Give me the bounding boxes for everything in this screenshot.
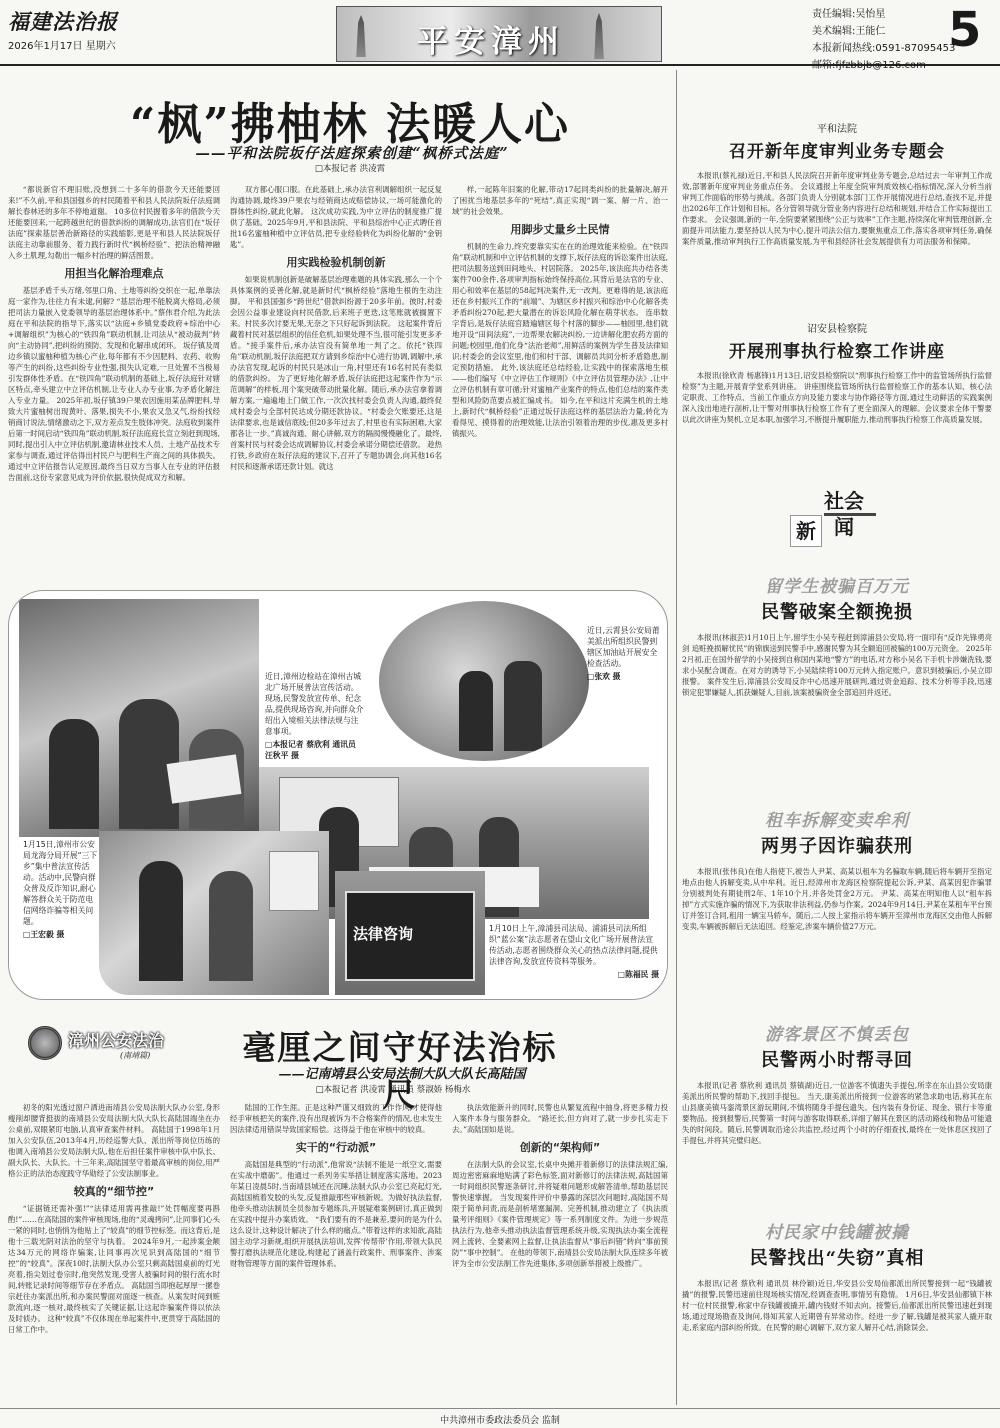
editor: 责任编辑:吴怡星 [812, 9, 886, 20]
main-lead: “都说新官不理旧账,没想到二十多年的借款今天还能要回来!”不久前,平和县国强乡的村民随着平和县人民法院坂仔法庭调解长春林还的多年不停地道谢。 10多位村民握着多年的借款今天还能要回来,一起跨越世纪的借款纠纷的调解成功,法官们在“坂仔法庭”探索基层善治新路径的实践缩影,更是平和县人民法院坂仔法庭主动靠前服务、着力践行新时代“枫桥经验”、把法治精神融入乡土肌理,勾勒出一幅乡村治理的鲜活图景。 [8, 185, 220, 260]
photo-border-inspection [19, 599, 259, 837]
brief-zhaoan-procuratorate [682, 320, 992, 504]
main-subhead-3: 用脚步丈量乡土民情 [510, 223, 610, 236]
news-3-kicker: 游客景区不慎丢包 [765, 1025, 909, 1045]
social-news-label-a: 社会 [824, 489, 864, 513]
brief-1-title: 召开新年度审判业务专题会 [729, 142, 945, 162]
newspaper-brand: 福建法治报 [8, 9, 118, 34]
caption-4: 1月10日上午,漳浦县司法局、浦浦县司法所组织“蓝公案”法志愿者在望山文化广场开展普法宣传活动,志愿者围绕群众关心的热点法律问题,提供法律咨询,发放宣传资料等服务。 □陈福民 摄 [489, 924, 659, 979]
photo-anti-fraud [99, 831, 329, 995]
feature-body-3: 在法制大队的会议室,长桌中央摊开着新修订的法律法规汇编,周边密密麻麻地贴满了彩色标签,面对新修订的法律法规,高陆国第一时间组织民警逐条研讨,并将疑难问题形成解答清单,帮助基层民警快速掌握。 当发现案件评价中暴露的深层次问题时,高陆国不局限于简单问责,而是剖析堵塞漏洞、完善机制,推动建立了《执法质量考评细则》《案件管理规定》等一系列制度文件。为进一步规范执法行为,他牵头推动执法监督管理系统升级,实现执法办案全流程网上流转、全要素网上监督,让执法监督从“事后纠错”转向“事前预防”“事中控制”。 在他的带领下,南靖县公安局法制大队连续多年被评为全市公安法制工作先进集体,多项创新举措被上级推广。 [452, 1160, 668, 1268]
news-student-fraud [682, 572, 992, 774]
issue-date: 2026年1月17日 星期六 [8, 41, 116, 52]
main-column-1 [8, 184, 220, 580]
police-law-column-logo [20, 1020, 210, 1070]
social-news-label [790, 485, 882, 555]
news-money-jar [682, 1218, 992, 1406]
col3-body: 机制的生命力,终究要靠实实在在的治理效能来检验。在“铁四角”联动机制和中立评估机制的支撑下,坂仔法庭的诉讼案件出法庭,把司法服务送到田间地头、村居院落。 2025年,该法庭共办结各类案件700余件,各项审判指标始终保持高位,其背后是法官的专业、用心和效率在基层的58起判决案件,无一改判。更难得的是,该法庭还在乡村振兴工作的“前端”、为辖区乡村振兴和综治中心化解各类矛盾纠纷270起,把大量潜在的诉讼风险化解在萌芽状态。 连串数字背后,是坂仔法庭官踏遍辖区每个村落的脚步——柚园里,他们就地开设“田间法庭”,一边帮果农解决纠纷,一边讲解化肥农药方面的问题;校园里,他们化身“法治老师”,用鲜活的案例为学生普及法律知识;村委会的会议室里,他们和村干部、调解员共同分析矛盾隐患,制定预防措施。 此外,该法庭还总结经验,让实践中的探索落地生根——他们编写《中立评估工作规则》《中立评估员管理办法》,让中立评估机制有章可循;针对蜜柚产业案件的特点,他们总结的案件类型和风险防范要点被汇编成书。 如今,在平和这片充满生机的土地上,新时代“枫桥经验”正通过坂仔法庭这样的基层法治力量,转化为看得见、摸得着的治理效能,让法治引领着治理的步伐,惠及更多村镇振兴。 [452, 242, 668, 438]
brief-2-title: 开展刑事执行检察工作讲座 [729, 342, 945, 362]
photo-legal-consultation [335, 871, 485, 995]
feature-byline: □本报记者 洪凌霄 通讯员 蔡淑娇 杨梅水 [315, 1085, 471, 1095]
feature-col2-lead: 陆国的工作生涯。正是这种严谨又细致的工作作风,才使得他经手审核把关的案件,没有出现被诉为不合格案件的情况,也未发生因法律适用错误导致国家赔偿。这得益于他在审核中的较真。 [230, 1103, 442, 1134]
main-byline: □本报记者 洪凌霄 [314, 164, 386, 174]
column-logo-text: 漳州公安法治 [68, 1031, 165, 1050]
news-2-kicker: 租车拆解变卖牟利 [765, 811, 909, 831]
brief-1-kicker: 平和法院 [817, 124, 857, 135]
main-subhead-1: 用担当化解治理难点 [64, 267, 164, 280]
caption-2-credit: □张欢 摄 [587, 672, 621, 681]
social-news-label-c: 闻 [834, 515, 854, 539]
feature-subhead-3: 创新的“架构师” [519, 1141, 601, 1154]
brief-2-body: 本报讯(徐欣青 杨惠锋)1月13日,诏安县检察院以“刑事执行检察工作中的监管场所执行监督检察”为主题,开展青学堂系列讲座。 讲座围绕监管场所执行监督检察工作的基本认知、核心法定职责、工作特点、当前工作重点方向及能力要求与协作路径等方面,通过生动鲜活的实践案例深入浅出地进行剖析,让干警对刑事执行检察工作有了更全面深入的理解。会议要求全体干警要以此次讲座为契机,立足本职,加强学习,不断提升履职能力,推动刑事执行检察工作高质量发展。 [682, 371, 992, 424]
editor-info [812, 6, 955, 74]
caption-2: 近日,云霄县公安局莆美派出所组织民警到辖区加油站开展安全检查活动。 □张欢 摄 [587, 625, 663, 682]
email: 邮箱:fjfzbbjb@126.com [812, 60, 926, 71]
masthead [0, 0, 1000, 71]
main-column-2 [230, 184, 442, 580]
social-news-label-b: 新 [790, 515, 822, 547]
news-car-rental-fraud [682, 806, 992, 1002]
feature-subhead-2: 实干的“行动派” [295, 1141, 377, 1154]
news-1-body: 本报讯(林淑芸)1月10日上午,留学生小吴专程赶到漳浦县公安局,将一面印有“反诈先锋勇亮剑 追赃挽损解忧民”的锦旗送到民警手中,感谢民警为其全额追回被骗的100万元资金。 2025年2月初,正在国外留学的小吴接到自称国内某地“警方”的电话,对方称小吴名下手机卡涉嫌洗钱,要求小吴配合调查。在对方的诱导下,小吴陆续将100万元转入指定账户。意识到被骗后,小吴立即报警。 案件发生后,漳浦县公安局反诈中心迅速开展研判,通过资金追踪、技术分析等手段,迅速锁定犯罪嫌疑人,抓获嫌疑人,目前,该案被骗资金全部追回并返还。 [682, 633, 992, 697]
col3-lead: 样,一起陈年旧案的化解,带动17起同类纠纷的批量解决,解开了困扰当地基层多年的“死结”,真正实现“调一案、解一片、治一域”的社会效果。 [452, 185, 668, 216]
caption-1-credit: □本报记者 蔡欣利 通讯员 汪秋平 摄 [265, 740, 356, 760]
feature-body-2: 高陆国是典型的“行动派”,他常说“法制不能是一纸空文,需要在实战中磨砺”。他通过一系列务实举措让制度落实落地。2023年某日凌晨5时,当南靖县城还在沉睡,法制大队办公室已亮起灯光,高陆国梳着发胶的头发,反复推敲那些审核新规。为做好执法监督,他牵头推动法制员全员参加专题练兵,开展疑难案例研讨,真正做到在实践中提升办案质效。 “我们要有的不是兼差,要问的是为什么这么设计,这种设计解决了什么样的痛点。”带着这样的求知欲,高陆国主动学习新规,组织开展执法培训,发挥‘传帮带’作用,带领大队民警打磨执法规范化建设,构建起了涵盖行政案件、刑事案件、涉案财物管理等方面的案件管理体系。 [230, 1160, 442, 1268]
feature-subhead-1: 较真的“细节控” [73, 1185, 155, 1198]
section-banner [336, 6, 662, 62]
news-3-body: 本报讯(记者 蔡欣利 通讯员 蔡镇湖)近日,一位游客不慎遗失手提包,所幸在东山县公安局康美派出所民警的帮助下,找回手提包。 当天,康美派出所接到一位游客的紧急求助电话,称其在东山县康美镇马銮湾景区游玩期间,不慎将随身手提包遗失。包内装有身份证、现金、银行卡等重要物品。接到报警后,民警第一时间与游客取得联系,详细了解其在景区的活动路线和物品可能遗失的时间段。随后,民警调取沿途公共监控,经过两个小时的仔细查找,最终在一处休息区找回了手提包,并将其完璧归赵。 [682, 1081, 992, 1145]
feature-lead: 初冬的阳光透过窗户洒进南靖县公安局法制大队办公室,身形瘦削却腰背挺拔的南靖县公安局法制大队大队长高陆国端坐在办公桌前,双眼紧盯电脑,认真审查案件材料。 高陆国于1998年1月加入公安队伍,2013年4月,历经巡警大队、派出所等岗位历练的他调入南靖县公安局法制大队,他在后担任案件审核中队中队长、副大队长、大队长。十三年来,高陆国坚守着最高审核的岗位,用严格公正的法治态度践守华勋经了公安法制事业。 [8, 1103, 220, 1178]
news-1-title: 民警破案全额挽损 [761, 602, 913, 623]
pagoda-icon [587, 13, 611, 59]
page-footer: 中共漳州市委政法委员会 监制 [0, 1408, 1000, 1426]
main-subheadline: ——平和法院坂仔法庭探索创建“枫桥式法庭” [195, 145, 509, 162]
feature-subheadline: ——记南靖县公安局法制大队大队长高陆国 [278, 1067, 526, 1082]
news-4-body: 本报讯(记者 蔡欣利 通讯员 林伶颖)近日,华安县公安局仙都派出所民警接到一起“钱罐被撬”的报警,民警迅速前往现场核实情况,经调查查明,事情另有隐情。 1月6日,华安县仙都镇下林村一位村民报警,称家中存钱罐被撬开,罐内钱财不知去向。接警后,仙都派出所民警迅速赶到现场,通过现场勘查及询问,得知其家人近期曾有异常动作。经进一步了解,钱罐是被其家人撬开取走,系家庭内部纠纷所致。在民警的耐心调解下,双方家人解开心结,消除误会。 [682, 1279, 992, 1332]
caption-1: 近日,漳州边检站在漳州古城北广场开展普法宣传活动。现场,民警发放宣传单、纪念品,提供现场咨询,并向群众介绍出入境相关法律法规与注意事项。 □本报记者 蔡欣利 通讯员 汪秋平 摄 [265, 672, 364, 760]
news-3-title: 民警两小时帮寻回 [761, 1050, 913, 1071]
feature-body-1: “证据链还需补强!”“法律适用需再推敲!”处罚幅度要再斟酌!”……在高陆国的案件审核现场,他的“灵魂拷问”,让同事们心头一紧的同时,也悄悄为他贴上了“较真”的细节控标签。而这背后,是他十三载光阴对法治的坚守与执着。 2024年9月,一起涉案金额达34万元的网络诈骗案,让同事再次见识到高陆国的“细节控”的“较真”。深夜10时,法制大队办公室只剩高陆国桌前的灯光亮着,指尖划过卷宗时,他突然发现,受害人被骗时间的银行流水时间,转账记录时间等细节存在矛盾点。 高陆国当即抱起厚厚一摞卷宗赶往办案派出所,和办案民警面对面逐一核查。从案发时间到赃款流向,逐一核对,最终核实了关键证据,让这起诈骗案件得以依法及时侦办。 这种“较真”不仅体现在单起案件中,更贯穿于高陆国的日常工作中。 [8, 1204, 220, 1334]
news-2-title: 两男子因诈骗获刑 [761, 836, 913, 857]
main-column-3 [452, 184, 668, 580]
caption-3: 1月15日,漳州市公安局龙海分局开展“三下乡”集中普法宣传活动。活动中,民警向群众普及反诈知识,耐心解答群众关于防范电信网络诈骗等相关问题。 □王宏毅 摄 [23, 840, 98, 939]
news-4-kicker: 村民家中钱罐被撬 [765, 1223, 909, 1243]
main-subhead-2: 用实践检验机制创新 [286, 256, 386, 269]
main-body-1: 基层矛盾千头万绪,邻里口角、土地等纠纷交织在一起,单靠法庭一家作为,往往力有未逮,何解? “基层治理不能脱离大格局,必须把司法力量嵌入党委领导的基层治理体系中。”蔡伟君介绍,为此法庭在平和法院的指导下,落实以“法庭+乡镇党委政府+综治中心+调解组织”为核心的“铁四角”联动机制,让司法从“被动裁判”转向“主动协同”,把纠纷的预防、发现和化解串成闭环。 坂仔镇及周边乡镇以蜜柚种植为核心产业,每年都有不少因肥料、农药、收购等产生的纠纷,这些纠纷专业性强,损失认定难,一旦处置不当极易引发群体性矛盾。在“铁四角”联动机制的基础上,坂仔法庭针对辖区特点,牵头建立中立评估机制,让专业人办专业事,为矛盾化解注入专业力量。 2025年初,坂仔镇39户果农因施用某品牌肥料,导致大片蜜柚树出现黄叶、落果,损失不小,果农又急又气,纷纷找经销商讨说法,情绪激动之下,双方差点发生肢体冲突。法庭收到案件后第一时间启动“铁四角”联动机制,坂仔法庭庭长宣立刻赶到现场,同时,提出引入中立评估机制,邀请林业技术人员、土地产品技术专家参与调查,通过评估得出村民户与肥料生产商之间的具体损失。通过中立评估报告认定原因,最终当日双方当事人在专业的评估报告面前,这份专家意见成为评价依据,很快促成双方和解。 [8, 286, 220, 482]
news-hotline: 本报新闻热线:0591-87095453 [812, 43, 956, 54]
news-lost-bag [682, 1020, 992, 1200]
feature-col3-lead: 执法效能新升的同时,民警也从繁复流程中抽身,将更多精力投入案件本身与服务群众。 “路还长,但方向对了,就一步步扎实走下去。”高陆国如是说。 [452, 1103, 668, 1134]
col2-body: 如果说机制创新是破解基层治理难题的具体实践,那么一个个具体案例的妥善化解,就是新时代“枫桥经验”落地生根的生动注脚。 平和县国强乡“跨世纪”借款纠纷源于20多年前。彼时,村委会因公益事业建设向村民借款,后来班子更迭,这笔账就被搁置下来。村民多次讨要无果,无奈之下只好起诉到法院。 这起案件背后藏着村民对基层组织的信任危机,如果处理不当,很可能引发更多矛盾。“接手案件后,承办法官没有简单地一判了之。依托“铁四角”联动机制,坂仔法庭把双方请到乡综治中心进行协调,调解中,承办法官发现,起诉的村民只是冰山一角,村里还有16名村民有类似的借款纠纷。 为了更好地化解矛盾,坂仔法庭把这起案件作为“示范调解”的样板,用个案突破带动批量化解。随后,承办法官拿着调解方案,一遍遍地上门做工作,一次次找村委会负责人沟通,最终促成村委会与全部村民达成分期还款协议。“村委会欠账要还,这是法律要求,也是诚信底线;但20多年过去了,村里也有实际困难,大家都各让一步。”真诚沟通、耐心讲解,双方的隔阂慢慢融化了。最终,首案村民与村委会达成调解协议,村委会承诺分期偿还借款。 趁热打铁,乡政府在坂仔法庭的建议下,召开了专题协调会,向其他16名村民和逐渐承诺还款计划。就这 [230, 275, 442, 471]
news-2-body: 本报讯(张伟良)在他人指使下,被告人尹某、高某以租车为名骗取车辆,随后将车辆开至指定地点由他人拆解变卖,从中牟利。近日,经漳州市龙海区检察院提起公诉,尹某、高某因犯诈骗罪分别被判处有期徒刑2年、1年10个月,并各处罚金2万元。 尹某、高某在明知他人以“租车拆掉”方式实施诈骗的情况下,为获取非法利益,仍参与作案。2024年9月14日,尹某在某租车平台预订并签订合同,租用一辆宝马轿车。随后,二人按上家指示将车辆开至漳州市龙海区交由他人拆解变卖,车辆被拆解后无法追回。经鉴定,涉案车辆价值27万元。 [682, 867, 992, 931]
feature-headline: 毫厘之间守好法治标尺 [242, 1028, 558, 1114]
news-4-title: 民警找出“失窃”真相 [749, 1248, 925, 1269]
photo-board [8, 590, 668, 1000]
main-headline: “枫”拂柚林 法暖人心 [130, 99, 570, 150]
poster-text: 法律咨询 [353, 925, 414, 943]
col2-lead: 双方都心服口服。在此基础上,承办法官利调解组织一起反复沟通协调,最终39户果农与经销商达成赔偿协议,一场可能激化的群体性纠纷,就此化解。 这次成功实践,为中立评估的制度推广提供了基础。2025年9月,平和县法院、平和县综治中心正式聘任首批16名蜜柚种植中立评估员,把专业经验转化为纠纷化解的“金钥匙”。 [230, 185, 442, 249]
news-1-kicker: 留学生被骗百万元 [765, 577, 909, 597]
section-title: 平安漳州 [417, 24, 565, 60]
caption-3-credit: □王宏毅 摄 [23, 930, 65, 939]
feature-column-2 [230, 1102, 442, 1404]
column-logo-sub: (南靖篇) [120, 1051, 151, 1060]
caption-4-credit: □陈福民 摄 [617, 970, 659, 979]
brief-2-kicker: 诏安县检察院 [807, 324, 867, 335]
feature-column-1 [8, 1102, 220, 1404]
brief-pinghe-court [682, 120, 992, 348]
police-badge-icon [28, 1026, 62, 1060]
brief-1-body: 本报讯(蔡礼禄)近日,平和县人民法院召开新年度审判业务专题会,总结过去一年审判工作成效,部署新年度审判业务重点任务。 会议通报上年度全院审判质效核心指标情况,深入分析当前审判工作面临的形势与挑战。各部门负责人分别就本部门工作开展情况进行总结,查找不足,并提出2026年工作计划和目标。各分管领导就分管业务内容进行总结和规划,并结合工作实际提出工作要求。 会议强调,新的一年,全院要紧紧围绕“公正与效率”工作主题,持续深化审判管理创新,全面提升司法能力,要坚持以人民为中心,提升司法公信力,要聚焦重点工作,落实各项审判任务,确保案件质量,推动审判执行工作高质量发展,为平和县经济社会发展提供有力司法服务和保障。 [682, 171, 992, 246]
column-divider [676, 70, 677, 1405]
page-number: 5 [948, 2, 982, 58]
tower-icon [349, 15, 373, 57]
photo-gas-station [379, 601, 589, 761]
feature-column-3 [452, 1102, 668, 1404]
art-editor: 美术编辑:王能仁 [812, 26, 886, 37]
